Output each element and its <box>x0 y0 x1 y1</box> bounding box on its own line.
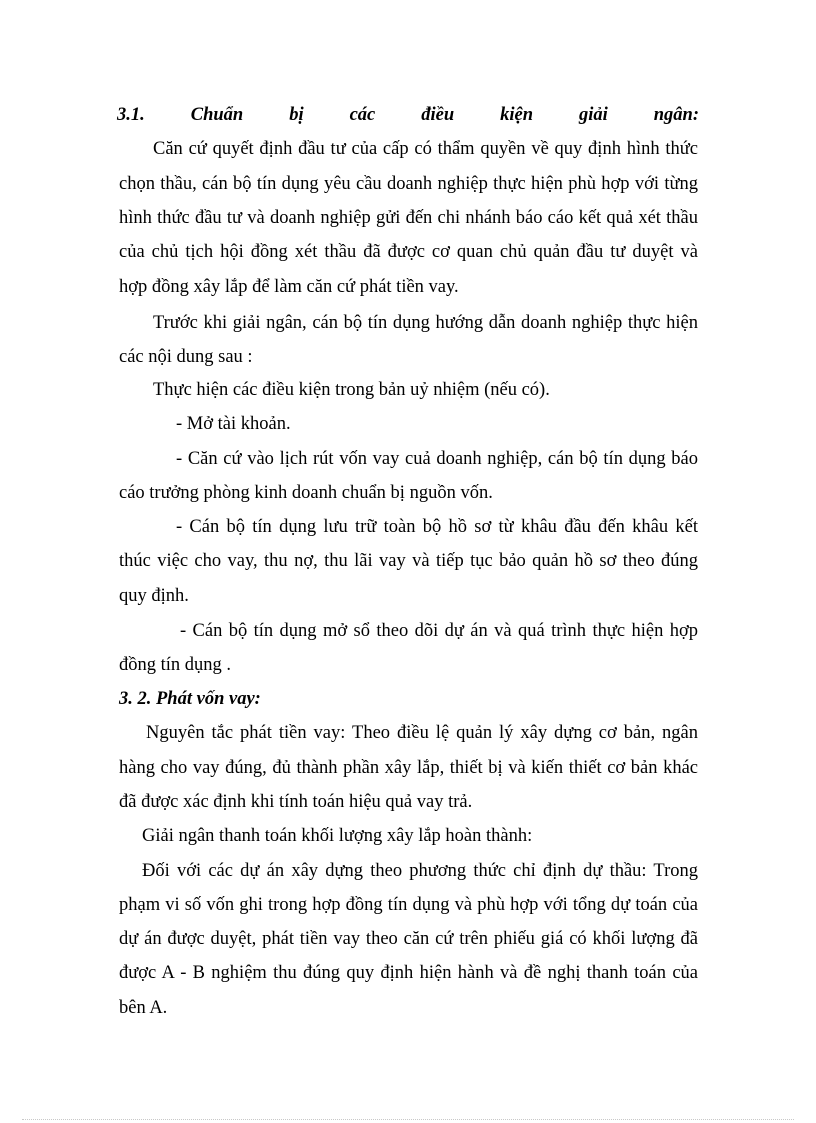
paragraph-line: dự án được duyệt, phát tiền vay theo căn cứ trên phiếu giá có khối lượng đã <box>119 929 698 949</box>
paragraph-line: Đối với các dự án xây dựng theo phương thức chỉ định dự thầu: Trong <box>142 861 698 881</box>
paragraph-line: Trước khi giải ngân, cán bộ tín dụng hướng dẫn doanh nghiệp thực hiện <box>153 313 698 333</box>
paragraph-line: của chủ tịch hội đồng xét thầu đã được cơ quan chủ quản đầu tư duyệt và <box>119 242 698 262</box>
paragraph-line: được A - B nghiệm thu đúng quy định hiện hành và đề nghị thanh toán của <box>119 963 698 983</box>
paragraph-line: hàng cho vay đúng, đủ thành phần xây lắp, thiết bị và kiến thiết cơ bản khác <box>119 758 698 778</box>
heading-word: các <box>349 105 376 125</box>
paragraph-line: các nội dung sau : <box>119 347 253 367</box>
heading-word: điều <box>421 105 455 125</box>
heading-word: Chuẩn <box>190 105 244 125</box>
paragraph-line: Nguyên tắc phát tiền vay: Theo điều lệ quản lý xây dựng cơ bản, ngân <box>146 723 698 743</box>
paragraph-line: quy định. <box>119 586 189 606</box>
heading-word: kiện <box>500 105 533 125</box>
paragraph-line: Giải ngân thanh toán khối lượng xây lắp hoàn thành: <box>142 826 533 846</box>
heading-word: bị <box>289 105 304 125</box>
heading-word: ngân: <box>653 105 699 125</box>
list-item: - Cán bộ tín dụng lưu trữ toàn bộ hồ sơ từ khâu đầu đến khâu kết <box>176 517 698 537</box>
heading-word: 3.1. <box>117 105 145 125</box>
page-bottom-divider <box>22 1119 794 1120</box>
paragraph-line: chọn thầu, cán bộ tín dụng yêu cầu doanh nghiệp thực hiện phù hợp với từng <box>119 174 698 194</box>
list-item: - Mở tài khoản. <box>176 414 291 434</box>
paragraph-line: Căn cứ quyết định đầu tư của cấp có thẩm quyền về quy định hình thức <box>153 139 698 159</box>
paragraph-line: phạm vi số vốn ghi trong hợp đồng tín dụng và phù hợp với tổng dự toán của <box>119 895 698 915</box>
paragraph-line: đã được xác định khi tính toán hiệu quả vay trả. <box>119 792 473 812</box>
paragraph-line: thúc việc cho vay, thu nợ, thu lãi vay và tiếp tục bảo quản hồ sơ theo đúng <box>119 551 698 571</box>
paragraph-line: hình thức đầu tư và doanh nghiệp gửi đến chi nhánh báo cáo kết quả xét thầu <box>119 208 698 228</box>
list-item: - Căn cứ vào lịch rút vốn vay cuả doanh nghiệp, cán bộ tín dụng báo <box>176 449 698 469</box>
paragraph-line: Thực hiện các điều kiện trong bản uỷ nhiệm (nếu có). <box>153 380 550 400</box>
paragraph-line: hợp đồng xây lắp để làm căn cứ phát tiền vay. <box>119 277 459 297</box>
section-3-1-heading <box>117 103 699 127</box>
heading-word: giải <box>578 105 608 125</box>
paragraph-line: bên A. <box>119 998 168 1018</box>
section-3-2-heading: 3. 2. Phát vốn vay: <box>119 689 261 709</box>
list-item: - Cán bộ tín dụng mở sổ theo dõi dự án và quá trình thực hiện hợp <box>180 621 698 641</box>
paragraph-line: cáo trưởng phòng kinh doanh chuẩn bị nguồn vốn. <box>119 483 493 503</box>
paragraph-line: đồng tín dụng . <box>119 655 232 675</box>
